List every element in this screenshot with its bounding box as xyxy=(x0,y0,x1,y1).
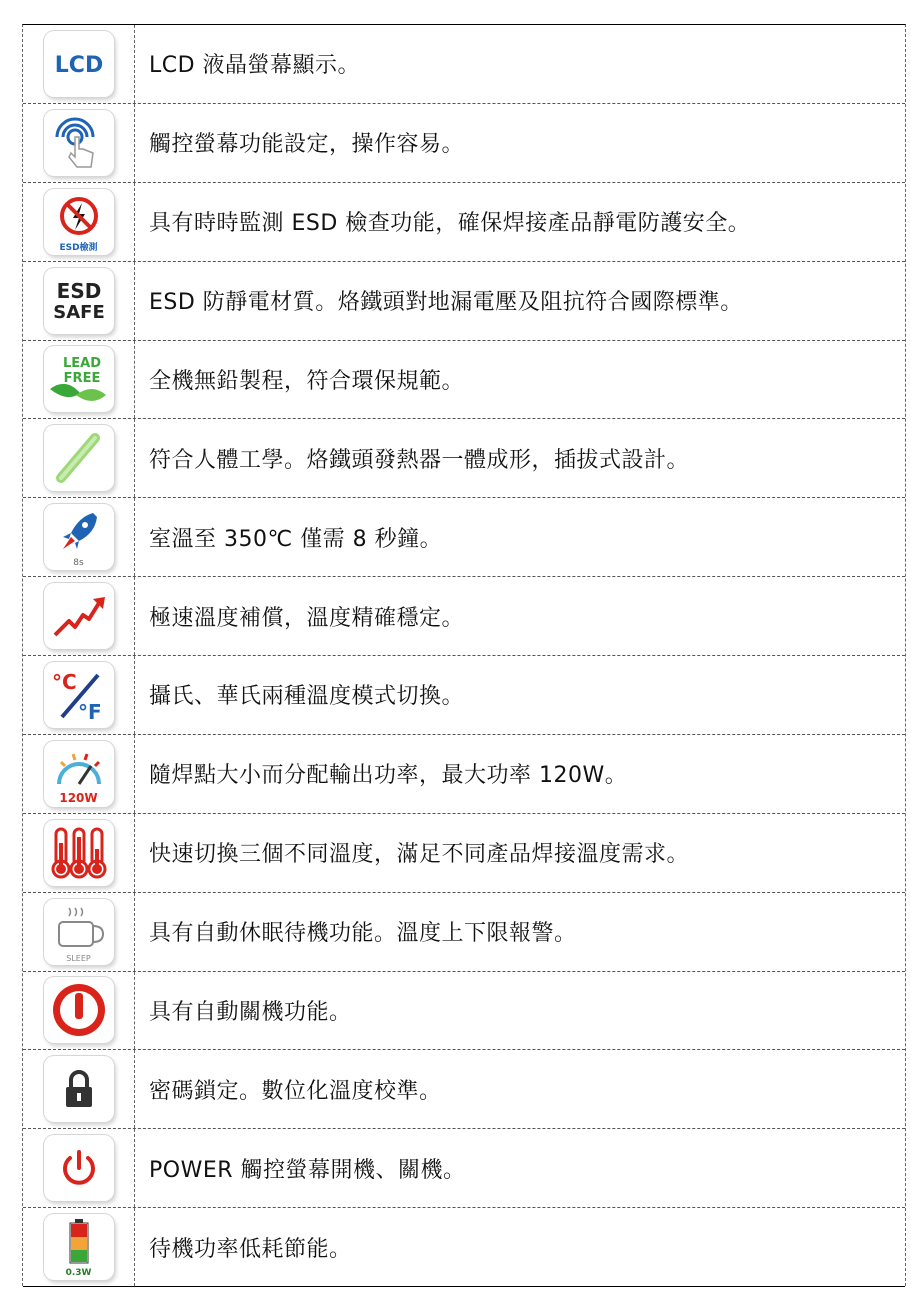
feature-row xyxy=(23,1050,905,1129)
feature-row xyxy=(23,656,905,735)
feature-text: 全機無鉛製程，符合環保規範。 xyxy=(149,368,465,394)
feature-text: ESD 防靜電材質。烙鐵頭對地漏電壓及阻抗符合國際標準。 xyxy=(149,290,743,316)
lock-icon xyxy=(44,1056,114,1122)
feature-row xyxy=(23,183,905,262)
power-gauge-icon: 120W xyxy=(44,741,114,807)
feature-text: 具有自動關機功能。 xyxy=(149,999,352,1025)
celsius-fahrenheit-icon xyxy=(44,662,114,728)
esd-safe-icon xyxy=(44,268,114,334)
feature-row xyxy=(23,104,905,183)
feature-row xyxy=(23,419,905,498)
feature-text: 待機功率低耗節能。 xyxy=(149,1236,352,1262)
svg-text:ESD: ESD xyxy=(56,278,101,303)
svg-text:LEAD: LEAD xyxy=(62,356,101,372)
feature-row xyxy=(23,577,905,656)
esd-detect-icon: ESD檢測 xyxy=(44,189,114,255)
thermometers-icon xyxy=(44,820,114,886)
sleep-cup-icon: SLEEP xyxy=(44,899,114,965)
feature-row xyxy=(23,341,905,420)
feature-text: 室溫至 350℃ 僅需 8 秒鐘。 xyxy=(149,526,443,552)
feature-text: 具有自動休眠待機功能。溫度上下限報警。 xyxy=(149,921,577,947)
svg-text:FREE: FREE xyxy=(63,371,100,387)
feature-row xyxy=(23,1129,905,1208)
feature-grid xyxy=(22,24,906,1286)
svg-text:LCD: LCD xyxy=(54,52,103,78)
touch-icon xyxy=(44,110,114,176)
feature-text: POWER 觸控螢幕開機、關機。 xyxy=(149,1157,466,1183)
svg-text:°C: °C xyxy=(51,669,77,694)
lcd-icon xyxy=(44,31,114,97)
trend-up-icon xyxy=(44,583,114,649)
svg-text:°F: °F xyxy=(77,699,102,724)
feature-row xyxy=(23,893,905,972)
feature-row xyxy=(23,262,905,341)
feature-row xyxy=(23,498,905,577)
feature-text: 具有時時監測 ESD 檢查功能，確保焊接產品靜電防護安全。 xyxy=(149,211,751,237)
power-button-icon xyxy=(44,1135,114,1201)
feature-row xyxy=(23,1208,905,1287)
feature-text: 符合人體工學。烙鐵頭發熱器一體成形，插拔式設計。 xyxy=(149,447,690,473)
ergonomic-icon xyxy=(44,425,114,491)
feature-text: 隨焊點大小而分配輸出功率，最大功率 120W。 xyxy=(149,763,628,789)
feature-row xyxy=(23,25,905,104)
feature-row xyxy=(23,735,905,814)
lead-free-icon xyxy=(44,346,114,412)
feature-text: 密碼鎖定。數位化溫度校準。 xyxy=(149,1078,442,1104)
feature-text: LCD 液晶螢幕顯示。 xyxy=(149,53,361,79)
feature-text: 極速溫度補償，溫度精確穩定。 xyxy=(149,605,465,631)
feature-text: 攝氏、華氏兩種溫度模式切換。 xyxy=(149,684,465,710)
feature-table xyxy=(22,24,906,1286)
rocket-icon: 8s xyxy=(44,504,114,570)
feature-row xyxy=(23,972,905,1051)
auto-off-icon xyxy=(44,977,114,1043)
feature-text: 觸控螢幕功能設定，操作容易。 xyxy=(149,132,465,158)
battery-icon: 0.3W xyxy=(44,1214,114,1280)
feature-row xyxy=(23,814,905,893)
feature-text: 快速切換三個不同溫度，滿足不同產品焊接溫度需求。 xyxy=(149,842,690,868)
svg-text:SAFE: SAFE xyxy=(52,301,105,323)
